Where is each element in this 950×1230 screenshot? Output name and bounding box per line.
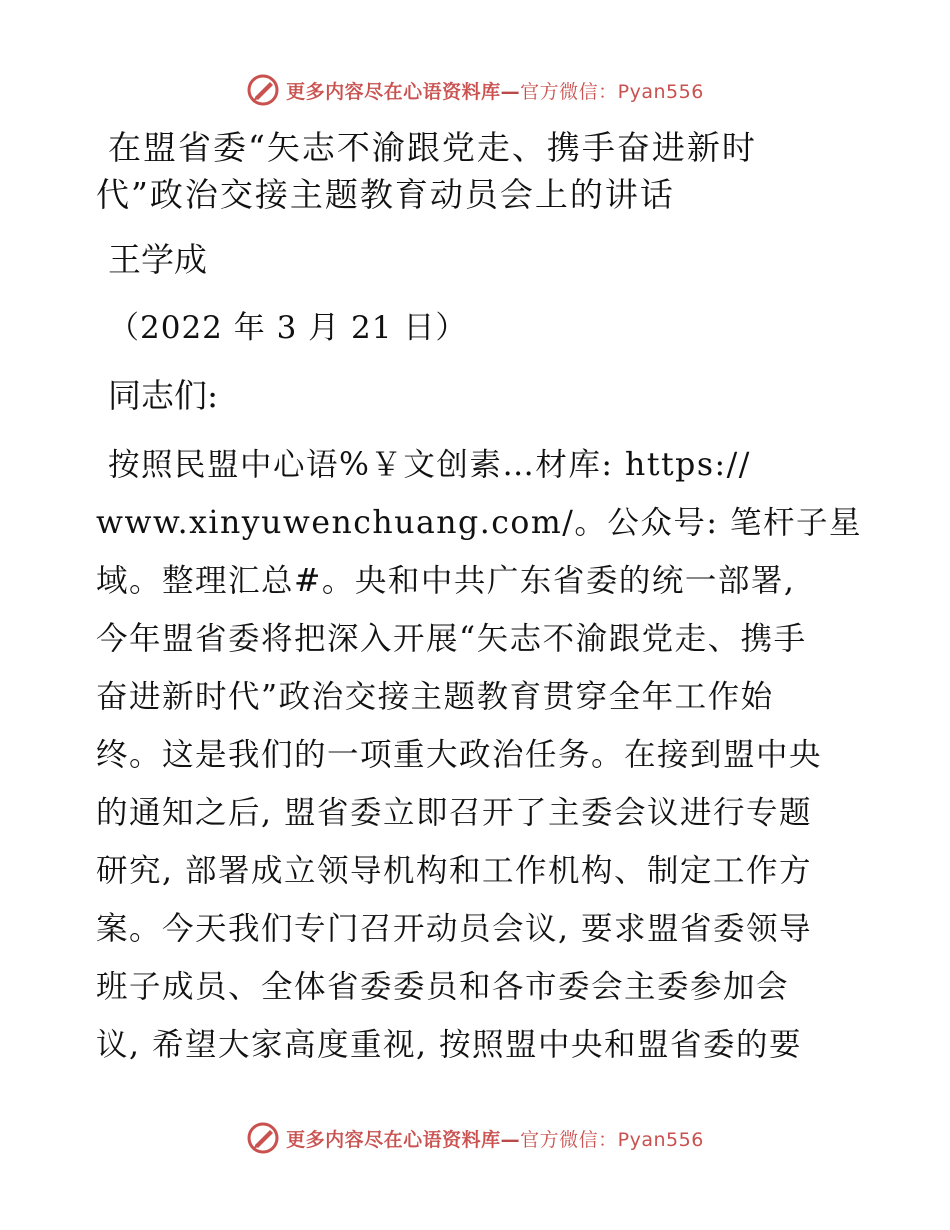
document-greeting: 同志们: xyxy=(108,376,219,415)
footer-watermark-banner xyxy=(0,1118,950,1158)
header-banner-slogan: 更多内容尽在心语资料库 xyxy=(286,80,501,103)
footer-banner-slogan: 更多内容尽在心语资料库 xyxy=(286,1128,501,1151)
header-banner-wechat: 官方微信：Pyan556 xyxy=(520,80,704,103)
footer-banner-wechat: 官方微信：Pyan556 xyxy=(520,1128,704,1151)
paragraph-line: 班子成员、全体省委委员和各市委会主委参加会 xyxy=(96,969,790,1005)
paragraph-line: 的通知之后, 盟省委立即召开了主委会议进行专题 xyxy=(96,795,813,831)
paragraph-line: 议, 希望大家高度重视, 按照盟中央和盟省委的要 xyxy=(96,1027,803,1063)
document-title-line-1: 在盟省委“矢志不渝跟党走、携手奋进新时 xyxy=(108,128,757,167)
document-date: （2022 年 3 月 21 日） xyxy=(108,310,468,346)
document-author: 王学成 xyxy=(108,240,207,279)
paragraph-line: 奋进新时代”政治交接主题教育贯穿全年工作始 xyxy=(96,679,774,715)
paragraph-line: 按照民盟中心语%￥文创素…材库: https:// xyxy=(108,447,751,483)
paragraph-line: 案。今天我们专门召开动员会议, 要求盟省委领导 xyxy=(96,911,813,947)
paragraph-line: 域。整理汇总#。央和中共广东省委的统一部署, xyxy=(96,563,796,599)
paragraph-line: 研究, 部署成立领导机构和工作机构、制定工作方 xyxy=(96,853,813,889)
document-title-line-2: 代”政治交接主题教育动员会上的讲话 xyxy=(96,175,675,214)
footer-banner-separator: — xyxy=(500,1128,521,1151)
brand-logo-icon xyxy=(246,73,280,107)
header-watermark-banner xyxy=(0,70,950,110)
header-banner-text xyxy=(286,77,704,104)
footer-banner-text xyxy=(286,1125,704,1152)
header-banner-separator: — xyxy=(500,80,521,103)
brand-logo-icon xyxy=(246,1121,280,1155)
document-title xyxy=(96,124,856,218)
paragraph-line: 今年盟省委将把深入开展“矢志不渝跟党走、携手 xyxy=(96,621,807,657)
document-body xyxy=(96,124,862,1074)
paragraph-line: 终。这是我们的一项重大政治任务。在接到盟中央 xyxy=(96,737,823,773)
document-paragraph xyxy=(96,436,862,1074)
paragraph-line: www.xinyuwenchuang.com/。公众号: 笔杆子星 xyxy=(96,505,862,541)
